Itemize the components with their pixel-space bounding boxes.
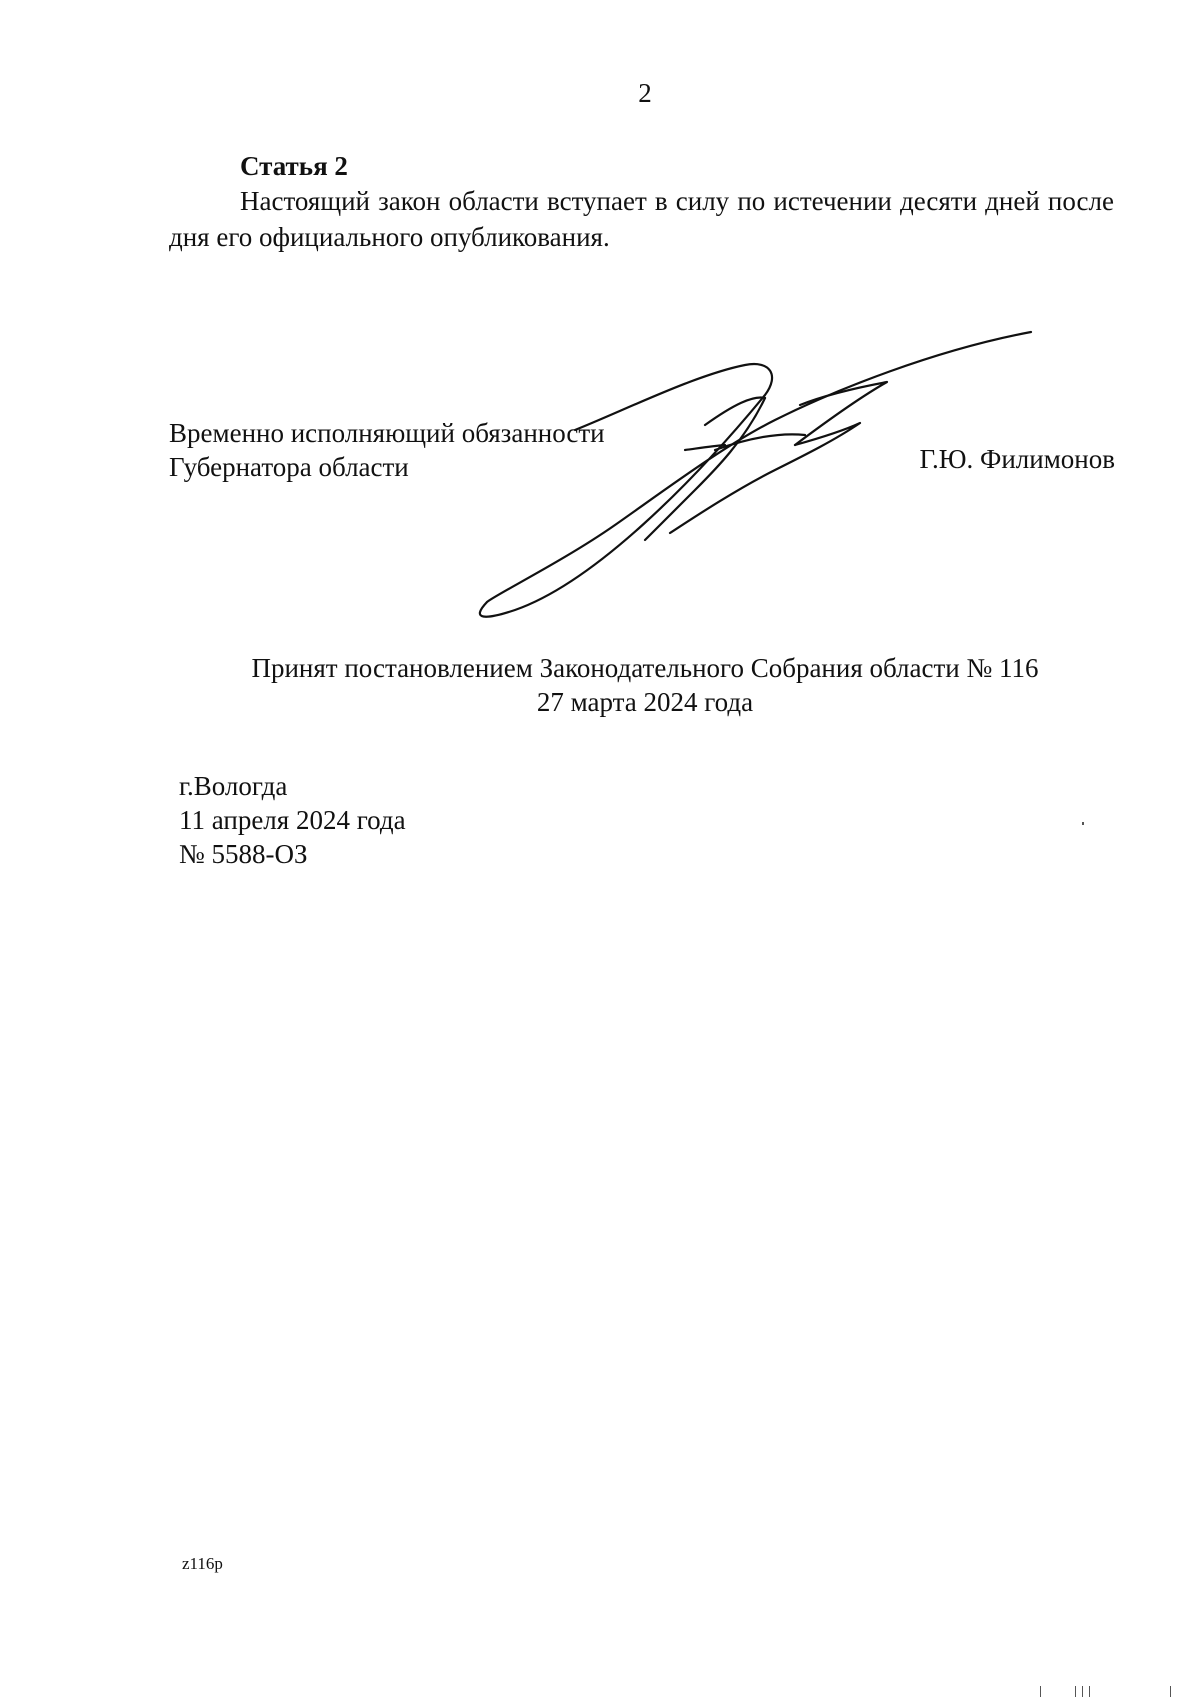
document-code: z116p xyxy=(182,1554,223,1573)
scan-speck xyxy=(1170,1686,1171,1697)
page-number: 2 xyxy=(638,78,652,108)
adoption-line-1: Принят постановлением Законодательного Собрания области № 116 xyxy=(251,653,1039,683)
scan-speck xyxy=(1075,1686,1076,1697)
adoption-line-2: 27 марта 2024 года xyxy=(536,687,754,717)
signatory-title-line-1: Временно исполняющий обязанности xyxy=(169,418,605,448)
law-number: № 5588-ОЗ xyxy=(179,839,308,869)
signatory-title-line-2: Губернатора области xyxy=(169,452,409,482)
adoption-notice xyxy=(200,651,1090,719)
article-body-text: Настоящий закон области вступает в силу по истечении десяти дней после дня его официального опубликования. xyxy=(169,186,1114,252)
scan-speck xyxy=(1082,1686,1083,1697)
scan-speck xyxy=(1082,822,1084,825)
article-heading: Статья 2 xyxy=(240,151,348,181)
signing-date: 11 апреля 2024 года xyxy=(179,805,406,835)
scan-speck xyxy=(1040,1686,1041,1697)
place-date-block xyxy=(179,769,406,871)
signatory-name: Г.Ю. Филимонов xyxy=(919,444,1115,474)
city: г.Вологда xyxy=(179,771,288,801)
scan-speck xyxy=(1089,1686,1090,1697)
